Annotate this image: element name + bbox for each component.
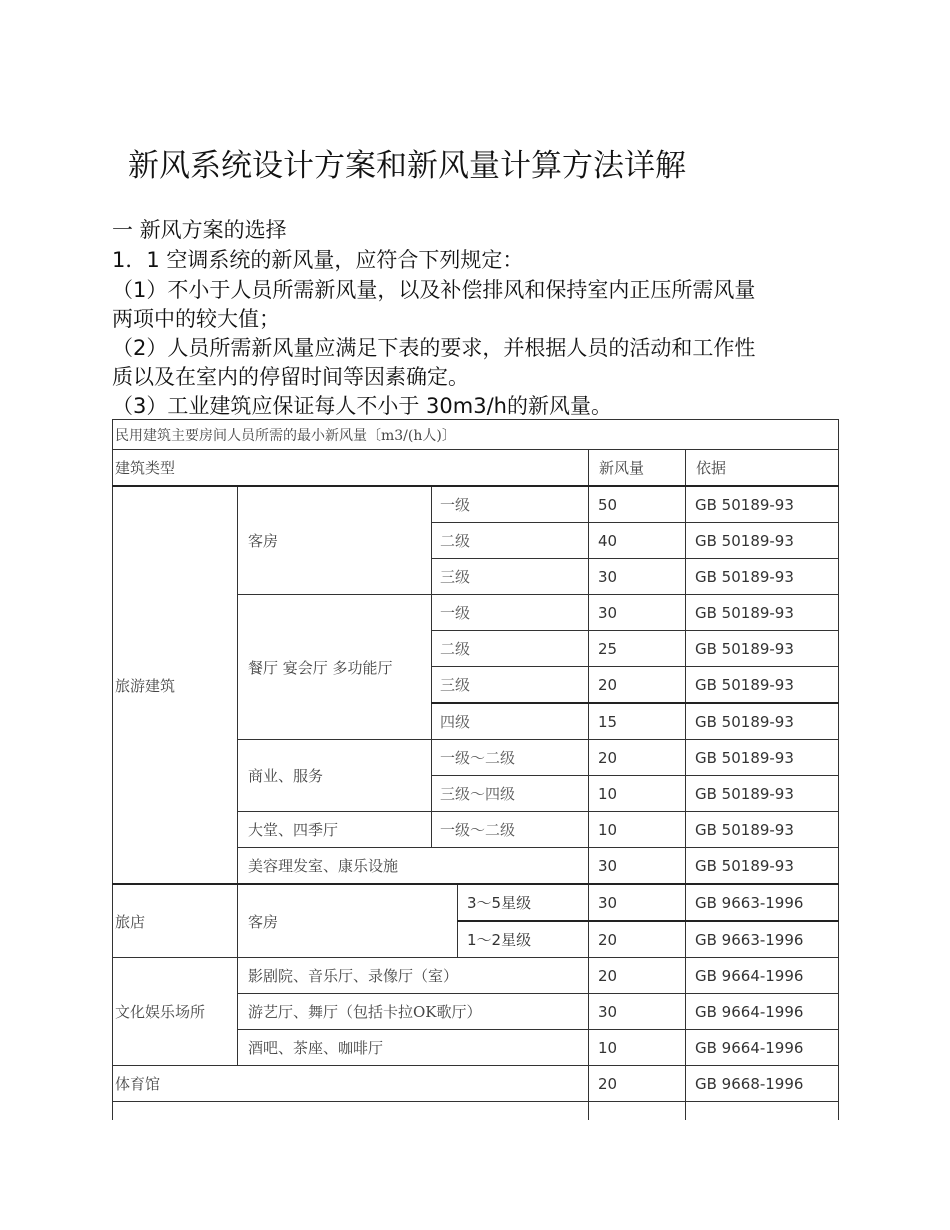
venue-cell: 游艺厅、舞厅（包括卡拉OK歌厅）	[238, 994, 589, 1030]
air-cell: 25	[589, 631, 686, 667]
item-1-line-2: 两项中的较大值；	[112, 307, 280, 331]
header-basis: 依据	[686, 450, 839, 487]
basis-cell: GB 9664-1996	[686, 958, 839, 994]
air-cell: 10	[589, 1030, 686, 1066]
grade-cell: 一级～二级	[432, 740, 589, 776]
basis-cell: GB 9663-1996	[686, 884, 839, 921]
grade-cell: 二级	[432, 523, 589, 559]
subgroup-beauty: 美容理发室、康乐设施	[238, 848, 589, 885]
table-row	[113, 958, 839, 994]
air-cell: 15	[589, 703, 686, 740]
item-3: （3）工业建筑应保证每人不小于 30m3/h的新风量。	[112, 394, 612, 418]
empty-cell	[686, 1102, 839, 1121]
item-1-line-1: （1）不小于人员所需新风量，以及补偿排风和保持室内正压所需风量	[112, 278, 756, 302]
grade-cell: 四级	[432, 703, 589, 740]
basis-cell: GB 50189-93	[686, 812, 839, 848]
basis-cell: GB 9664-1996	[686, 994, 839, 1030]
air-cell: 30	[589, 595, 686, 631]
grade-cell: 三级	[432, 667, 589, 704]
subgroup-lobby: 大堂、四季厅	[238, 812, 432, 848]
document-title: 新风系统设计方案和新风量计算方法详解	[128, 148, 686, 184]
air-cell: 30	[589, 559, 686, 595]
fresh-air-table	[112, 419, 839, 1120]
air-cell: 50	[589, 486, 686, 523]
basis-cell: GB 50189-93	[686, 595, 839, 631]
basis-cell: GB 50189-93	[686, 559, 839, 595]
group-gym: 体育馆	[113, 1066, 589, 1102]
section-heading: 一 新风方案的选择	[112, 218, 287, 242]
item-2-line-2: 质以及在室内的停留时间等因素确定。	[112, 365, 469, 389]
air-cell: 30	[589, 884, 686, 921]
table-row	[113, 486, 839, 523]
item-2-line-1: （2）人员所需新风量应满足下表的要求，并根据人员的活动和工作性	[112, 336, 756, 360]
basis-cell: GB 50189-93	[686, 486, 839, 523]
grade-cell: 1～2星级	[458, 921, 589, 958]
air-cell: 40	[589, 523, 686, 559]
air-cell: 10	[589, 776, 686, 812]
table-row	[113, 1066, 839, 1102]
grade-cell: 二级	[432, 631, 589, 667]
grade-cell: 三级	[432, 559, 589, 595]
table-header-row	[113, 450, 839, 487]
air-cell: 30	[589, 848, 686, 885]
grade-cell: 一级	[432, 486, 589, 523]
header-building-type: 建筑类型	[113, 450, 589, 487]
table-caption: 民用建筑主要房间人员所需的最小新风量〔m3/(h人)〕	[113, 420, 839, 450]
basis-cell: GB 9668-1996	[686, 1066, 839, 1102]
group-hotel: 旅店	[113, 884, 238, 958]
subgroup-commerce: 商业、服务	[238, 740, 432, 812]
air-cell: 20	[589, 667, 686, 704]
basis-cell: GB 9664-1996	[686, 1030, 839, 1066]
empty-cell	[113, 1102, 589, 1121]
subgroup-restaurant: 餐厅 宴会厅 多功能厅	[238, 595, 432, 740]
subgroup-guest-room: 客房	[238, 486, 432, 595]
group-tourism: 旅游建筑	[113, 486, 238, 884]
empty-cell	[589, 1102, 686, 1121]
basis-cell: GB 50189-93	[686, 523, 839, 559]
header-fresh-air: 新风量	[589, 450, 686, 487]
venue-cell: 影剧院、音乐厅、录像厅（室）	[238, 958, 589, 994]
basis-cell: GB 50189-93	[686, 703, 839, 740]
grade-cell: 3～5星级	[458, 884, 589, 921]
grade-cell: 三级～四级	[432, 776, 589, 812]
basis-cell: GB 50189-93	[686, 667, 839, 704]
basis-cell: GB 50189-93	[686, 776, 839, 812]
basis-cell: GB 9663-1996	[686, 921, 839, 958]
air-cell: 10	[589, 812, 686, 848]
basis-cell: GB 50189-93	[686, 848, 839, 885]
grade-cell: 一级	[432, 595, 589, 631]
venue-cell: 酒吧、茶座、咖啡厅	[238, 1030, 589, 1066]
table-caption-row	[113, 420, 839, 450]
group-culture: 文化娱乐场所	[113, 958, 238, 1066]
clause-1-1: 1．1 空调系统的新风量，应符合下列规定：	[112, 248, 524, 272]
table-row-continued	[113, 1102, 839, 1121]
air-cell: 30	[589, 994, 686, 1030]
subgroup-hotel-room: 客房	[238, 884, 458, 958]
air-cell: 20	[589, 1066, 686, 1102]
basis-cell: GB 50189-93	[686, 631, 839, 667]
air-cell: 20	[589, 740, 686, 776]
basis-cell: GB 50189-93	[686, 740, 839, 776]
air-cell: 20	[589, 921, 686, 958]
table-row	[113, 884, 839, 921]
grade-cell: 一级～二级	[432, 812, 589, 848]
air-cell: 20	[589, 958, 686, 994]
